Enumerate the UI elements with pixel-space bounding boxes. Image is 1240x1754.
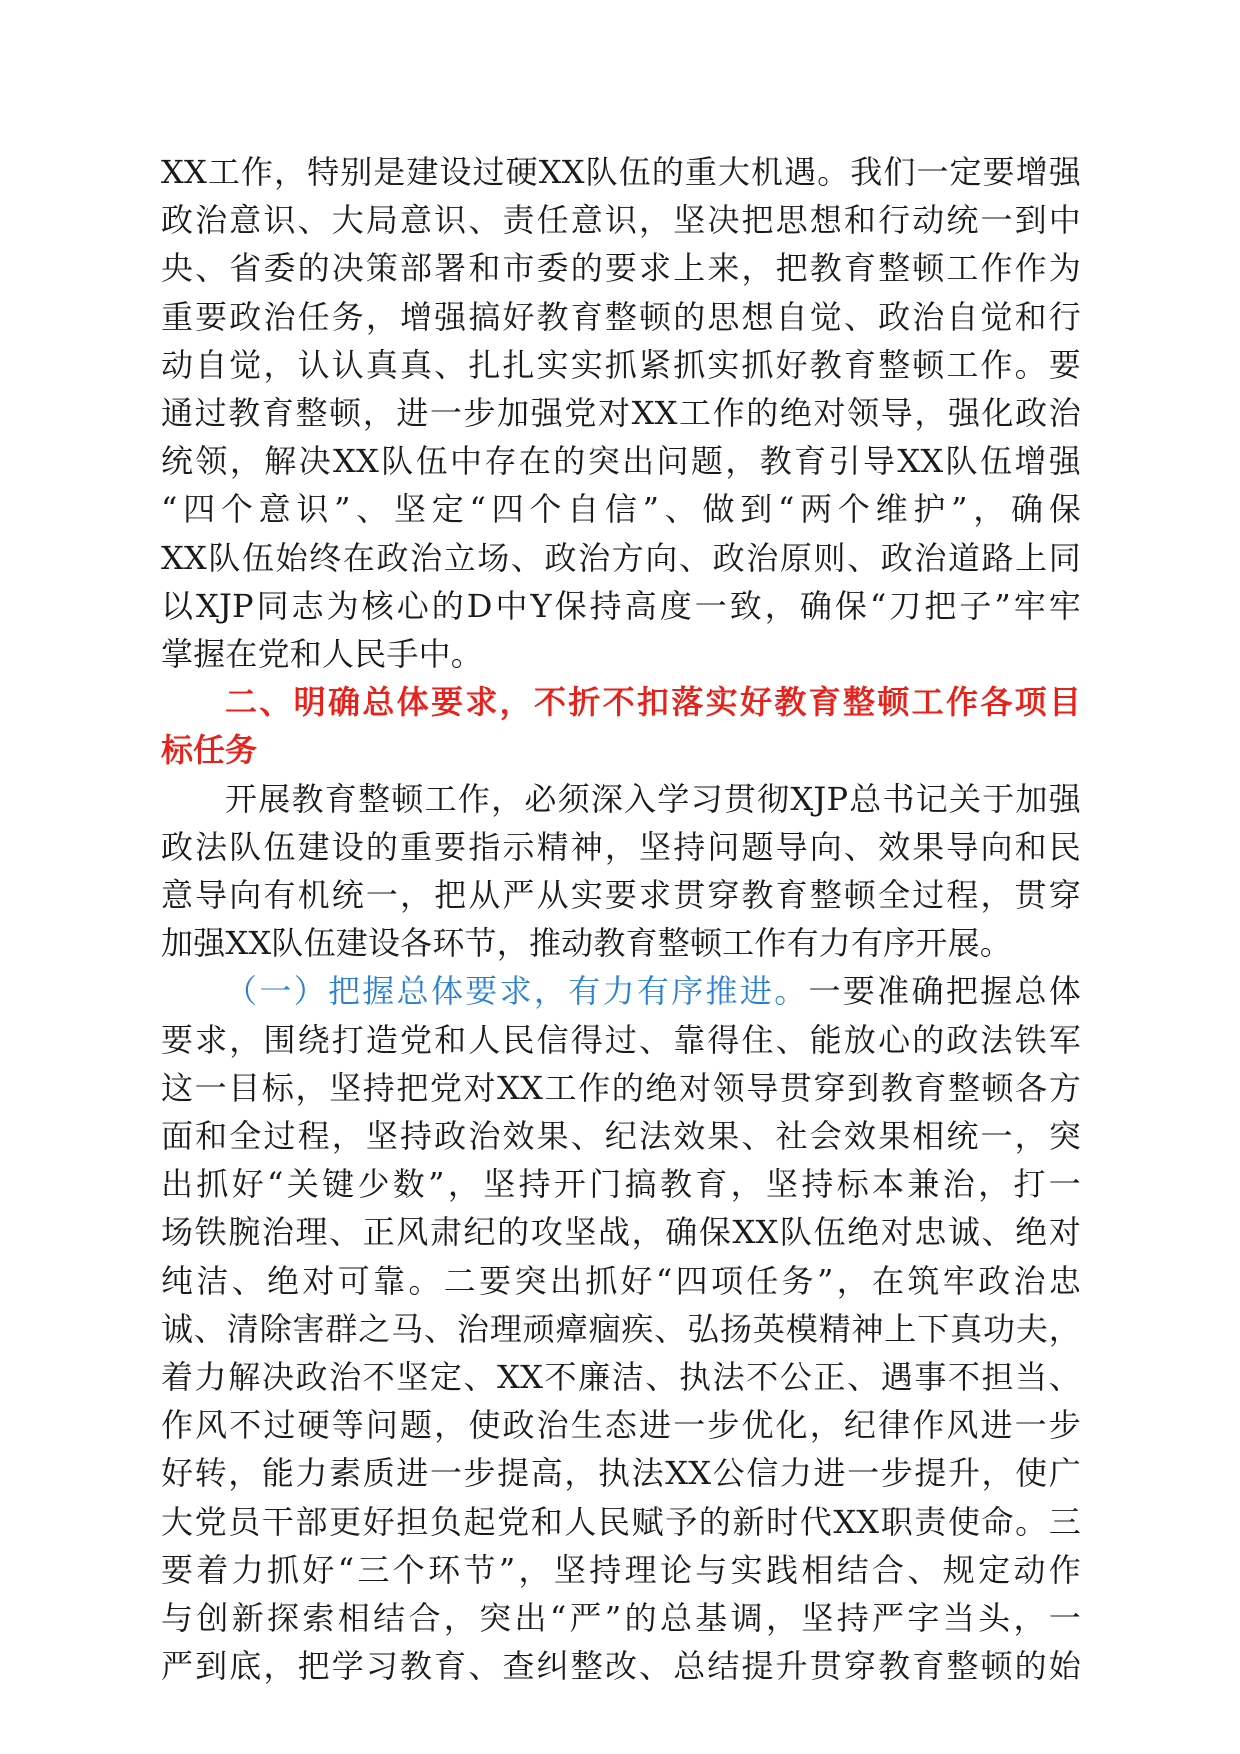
paragraph-line: 央、省委的决策部署和市委的要求上来，把教育整顿工作作为 [161,249,1081,288]
paragraph-line: 出抓好“关键少数”，坚持开门搞教育，坚持标本兼治，打一 [161,1165,1081,1204]
paragraph-line: 大党员干部更好担负起党和人民赋予的新时代XX职责使命。三 [161,1502,1081,1541]
paragraph-line: 通过教育整顿，进一步加强党对XX工作的绝对领导，强化政治 [161,394,1081,433]
section-heading-2 [161,678,1081,774]
paragraph-line: 诚、清除害群之马、治理顽瘴痼疾、弘扬英模精神上下真功夫， [161,1309,1081,1348]
paragraph-line: 动自觉，认认真真、扎扎实实抓紧抓实抓好教育整顿工作。要 [161,345,1081,384]
paragraph-line: 加强XX队伍建设各环节，推动教育整顿工作有力有序开展。 [161,924,1012,963]
subheading-continuation-text: 一要准确把握总体 [808,972,1081,1011]
paragraph-line: XX队伍始终在政治立场、政治方向、政治原则、政治道路上同 [161,538,1081,577]
subheading-overall-requirements: （一）把握总体要求，有力有序推进。 [225,972,809,1011]
paragraph-line: 这一目标，坚持把党对XX工作的绝对领导贯穿到教育整顿各方 [161,1068,1081,1107]
paragraph-line: 统领，解决XX队伍中存在的突出问题，教育引导XX队伍增强 [161,442,1081,481]
paragraph-political-awareness [161,148,1081,678]
paragraph-line: 标任务 [161,731,258,770]
paragraph-line [161,967,1081,1015]
paragraph-education-rectification-intro [161,775,1081,968]
paragraph-line: 要着力抓好“三个环节”，坚持理论与实践相结合、规定动作 [161,1550,1081,1589]
paragraph-line: 面和全过程，坚持政治效果、纪法效果、社会效果相统一，突 [161,1117,1081,1156]
paragraph-line: 意导向有机统一，把从严从实要求贯穿教育整顿全过程，贯穿 [161,876,1081,915]
paragraph-line: 二、明确总体要求，不折不扣落实好教育整顿工作各项目 [225,683,1081,722]
paragraph-line: 严到底，把学习教育、查纠整改、总结提升贯穿教育整顿的始 [161,1647,1081,1686]
paragraph-line: 开展教育整顿工作，必须深入学习贯彻XJP总书记关于加强 [225,779,1081,818]
paragraph-line: 政治意识、大局意识、责任意识，坚决把思想和行动统一到中 [161,201,1081,240]
paragraph-overall-requirements [161,967,1081,1690]
paragraph-line: 重要政治任务，增强搞好教育整顿的思想自觉、政治自觉和行 [161,297,1081,336]
paragraph-line: 着力解决政治不坚定、XX不廉洁、执法不公正、遇事不担当、 [161,1358,1081,1397]
paragraph-line: 与创新探索相结合，突出“严”的总基调，坚持严字当头，一 [161,1599,1081,1638]
paragraph-line: XX工作，特别是建设过硬XX队伍的重大机遇。我们一定要增强 [161,153,1081,191]
paragraph-line: 好转，能力素质进一步提高，执法XX公信力进一步提升，使广 [161,1454,1081,1493]
paragraph-line: 作风不过硬等问题，使政治生态进一步优化，纪律作风进一步 [161,1406,1081,1445]
document-page [161,148,1081,1691]
paragraph-line: 要求，围绕打造党和人民信得过、靠得住、能放心的政法铁军 [161,1020,1081,1059]
paragraph-line: 掌握在党和人民手中。 [161,635,484,674]
paragraph-line: 纯洁、绝对可靠。二要突出抓好“四项任务”，在筑牢政治忠 [161,1261,1081,1300]
paragraph-line: 场铁腕治理、正风肃纪的攻坚战，确保XX队伍绝对忠诚、绝对 [161,1213,1081,1252]
paragraph-line: “四个意识”、坚定“四个自信”、做到“两个维护”，确保 [161,490,1081,529]
paragraph-line: 政法队伍建设的重要指示精神，坚持问题导向、效果导向和民 [161,827,1081,866]
paragraph-line: 以XJP同志为核心的D中Y保持高度一致，确保“刀把子”牢牢 [161,586,1081,625]
